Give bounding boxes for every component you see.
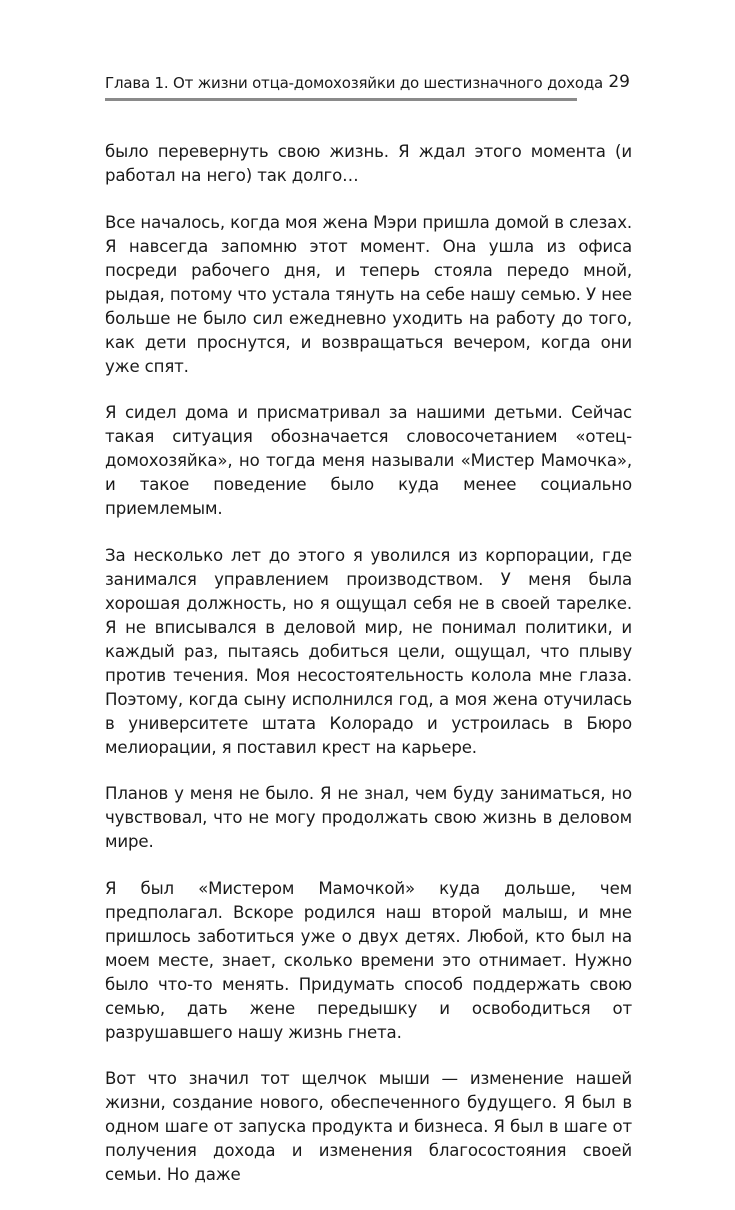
paragraph: Все началось, когда моя жена Мэри пришла домой в слезах. Я навсегда запомню этот момент. Она ушла из офиса посреди рабочего дня, и теперь стояла передо мной, рыдая, потому что устала тянуть на себе нашу семью. У нее больше не было сил ежедневно уходить на работу до того, как дети проснутся, и возвращаться вечером, когда они уже спят. [105, 212, 632, 376]
header-rule [105, 98, 577, 101]
paragraph: Я сидел дома и присматривал за нашими детьми. Сейчас такая ситуация обозначается словосочетанием «отец-домохозяйка», но тогда меня называли «Мистер Мамочка», и такое поведение было куда менее социально приемлемым. [105, 403, 632, 518]
paragraph: За несколько лет до этого я уволился из корпорации, где занимался управлением производством. У меня была хорошая должность, но я ощущал себя не в своей тарелке. Я не вписывался в деловой мир, не понимал политики, и каждый раз, пытаясь добиться цели, ощущал, что плыву против течения. Моя несостоятельность колола мне глаза. Поэтому, когда сыну исполнился год, а моя жена отучилась в университете штата Колорадо и устроилась в Бюро мелиорации, я поставил крест на карьере. [105, 545, 632, 757]
paragraph: Вот что значил тот щелчок мыши — изменение нашей жизни, создание нового, обеспеченного будущего. Я был в одном шаге от запуска продукта и бизнеса. Я был в шаге от получения дохода и изменения благосостояния своей семьи. Но даже [105, 1069, 632, 1184]
paragraph: было перевернуть свою жизнь. Я ждал этого момента (и работал на него) так долго… [105, 142, 632, 185]
page-number: 29 [608, 72, 630, 92]
paragraph: Я был «Мистером Мамочкой» куда дольше, чем предполагал. Вскоре родился наш второй малыш, и мне пришлось заботиться уже о двух детях. Любой, кто был на моем месте, знает, сколько времени это отнимает. Нужно было что-то менять. Придумать способ поддержать свою семью, дать жене передышку и освободиться от разрушавшего нашу жизнь гнета. [105, 878, 632, 1042]
running-head [105, 70, 630, 100]
body-text [105, 140, 632, 1210]
paragraph: Планов у меня не было. Я не знал, чем буду заниматься, но чувствовал, что не могу продолжать свою жизнь в деловом мире. [105, 784, 632, 851]
chapter-title: Глава 1. От жизни отца-домохозяйки до шестизначного дохода [105, 74, 604, 92]
